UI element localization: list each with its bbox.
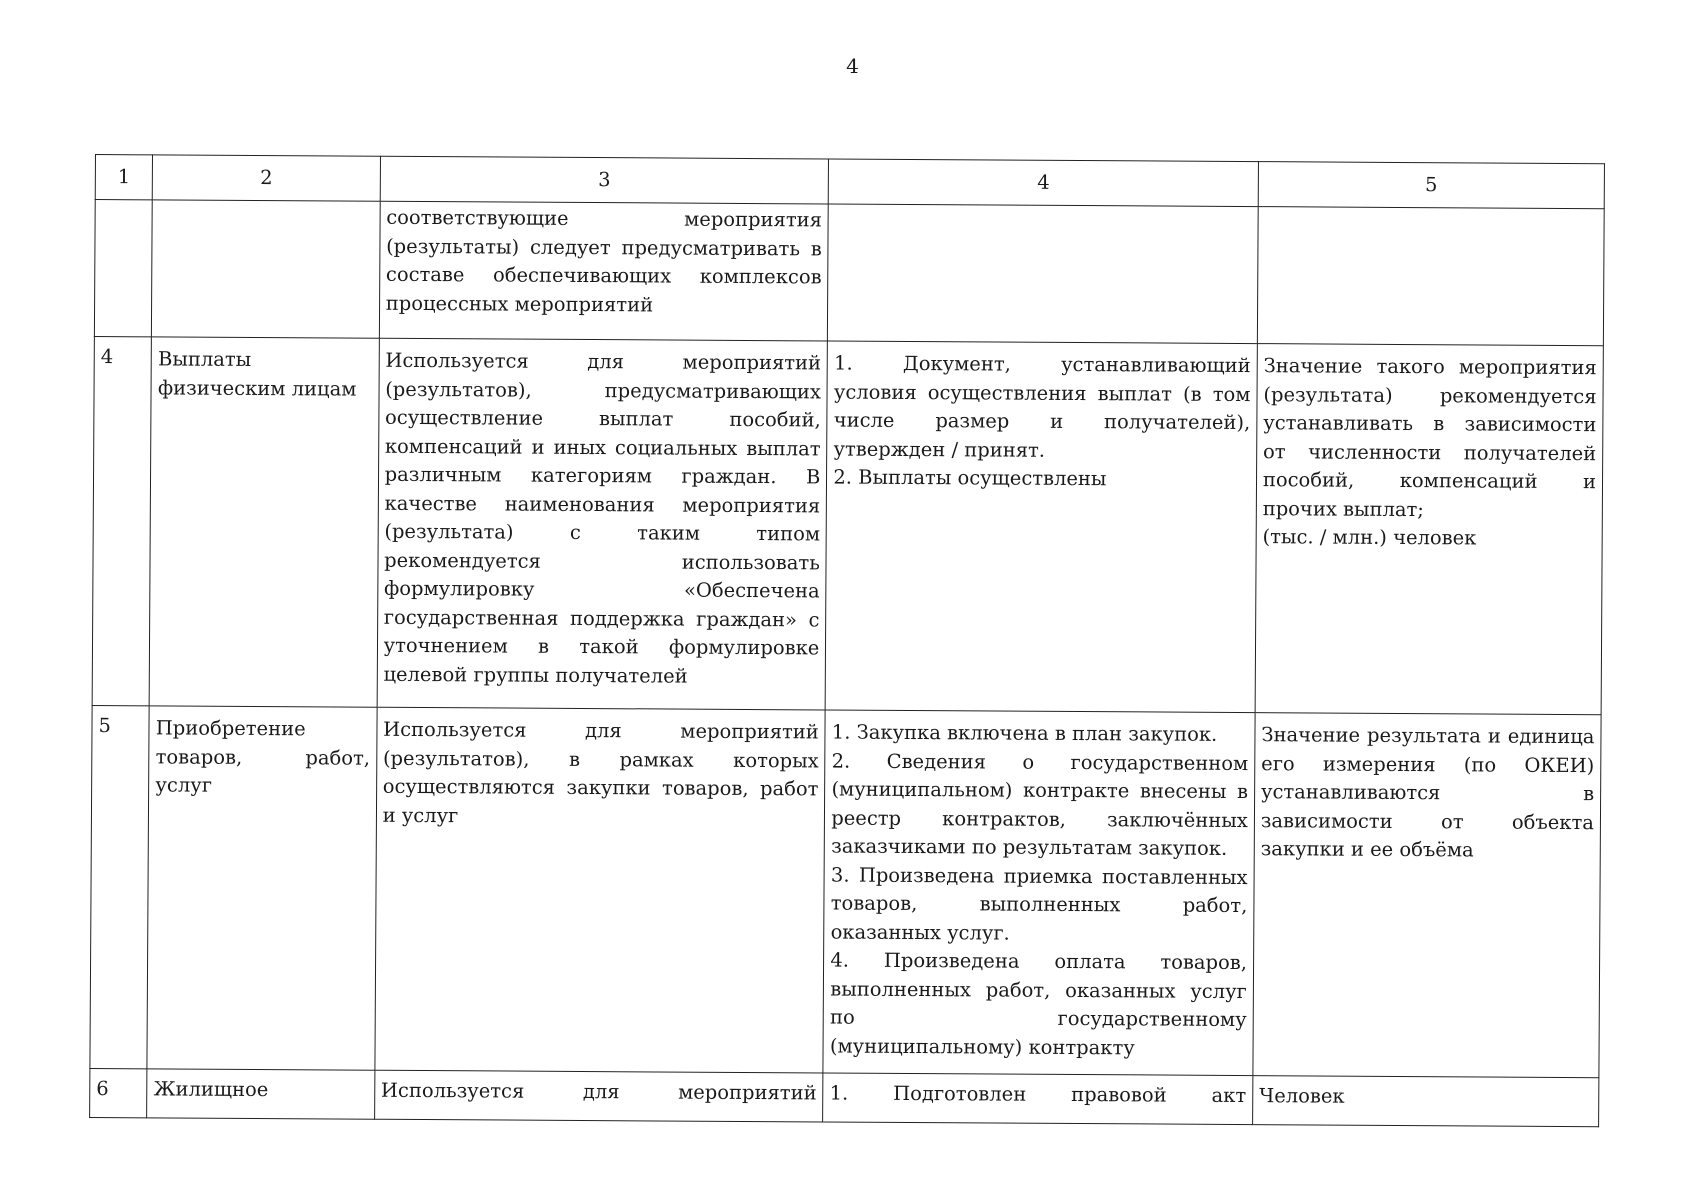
control-point: 3. Произведена приемка поставленных товаров, выполненных работ, оказанных услуг. <box>830 863 1248 945</box>
row-control-points <box>828 204 1258 344</box>
page-number: 4 <box>846 54 859 78</box>
table-row <box>94 200 1604 346</box>
header-col-5: 5 <box>1258 162 1604 209</box>
row-description: Используется для мероприятий <box>374 1070 823 1122</box>
row-name: Приобретение товаров, работ, услуг <box>147 706 377 1070</box>
control-point: 2. Выплаты осуществлены <box>833 465 1107 491</box>
row-unit: Значение результата и единица его измерения (по ОКЕИ) устанавливаются в зависимости от объекта закупки и ее объёма <box>1253 713 1601 1078</box>
row-name: Выплаты физическим лицам <box>149 337 379 707</box>
row-unit <box>1257 207 1604 346</box>
row-description: Используется для мероприятий (результатов), в рамках которых осуществляются закупки товаров, работ и услуг <box>375 707 826 1073</box>
control-point: 4. Произведена оплата товаров, выполненных работ, оказанных услуг по государственному (муниципальному) контракту <box>829 948 1248 1059</box>
row-unit <box>1255 344 1603 715</box>
control-point: 2. Сведения о государственном (муниципальном) контракте внесены в реестр контрактов, заключённых заказчиками по результатам закупок. <box>831 749 1249 860</box>
table-row <box>90 1068 1599 1126</box>
row-number <box>94 200 152 337</box>
row-number: 5 <box>90 705 150 1068</box>
unit-text: Значение такого мероприятия (результата) рекомендуется устанавливать в зависимости от численности получателей пособий, компенсаций и прочих выплат; <box>1262 354 1597 521</box>
unit-extra: (тыс. / млн.) человек <box>1262 525 1477 550</box>
header-col-3: 3 <box>380 156 829 204</box>
header-col-2: 2 <box>153 155 381 201</box>
row-number: 4 <box>92 336 152 705</box>
row-description: соответствующие мероприятия (результаты) следует предусматривать в составе обеспечивающих комплексов процессных мероприятий <box>379 201 829 341</box>
control-point: 1. Подготовлен правовой акт <box>829 1081 1247 1108</box>
table-row <box>90 705 1601 1077</box>
control-point: 1. Документ, устанавливающий условия осуществления выплат (в том числе размер и получателей), утвержден / принят. <box>833 351 1251 462</box>
header-col-1: 1 <box>95 155 153 200</box>
header-col-4: 4 <box>829 159 1259 207</box>
row-description: Используется для мероприятий (результатов), предусматривающих осуществление выплат пособий, компенсаций и иных социальных выплат различным категориям граждан. В качестве наименования мероприятия (результата) с таким типом рекомендуется использовать формулировку «Обеспечена государственная поддержка граждан» с уточнением в такой формулировке целевой группы получателей <box>377 338 828 710</box>
row-unit: Человек <box>1252 1076 1598 1127</box>
row-number: 6 <box>90 1068 148 1117</box>
row-control-points <box>825 341 1257 713</box>
row-name: Жилищное <box>147 1069 375 1119</box>
row-control-points <box>823 1073 1253 1125</box>
control-point: 1. Закупка включена в план закупок. <box>831 720 1218 746</box>
table-row <box>92 336 1603 714</box>
measures-table <box>89 154 1605 1127</box>
row-control-points <box>823 710 1255 1076</box>
row-name <box>152 200 380 338</box>
